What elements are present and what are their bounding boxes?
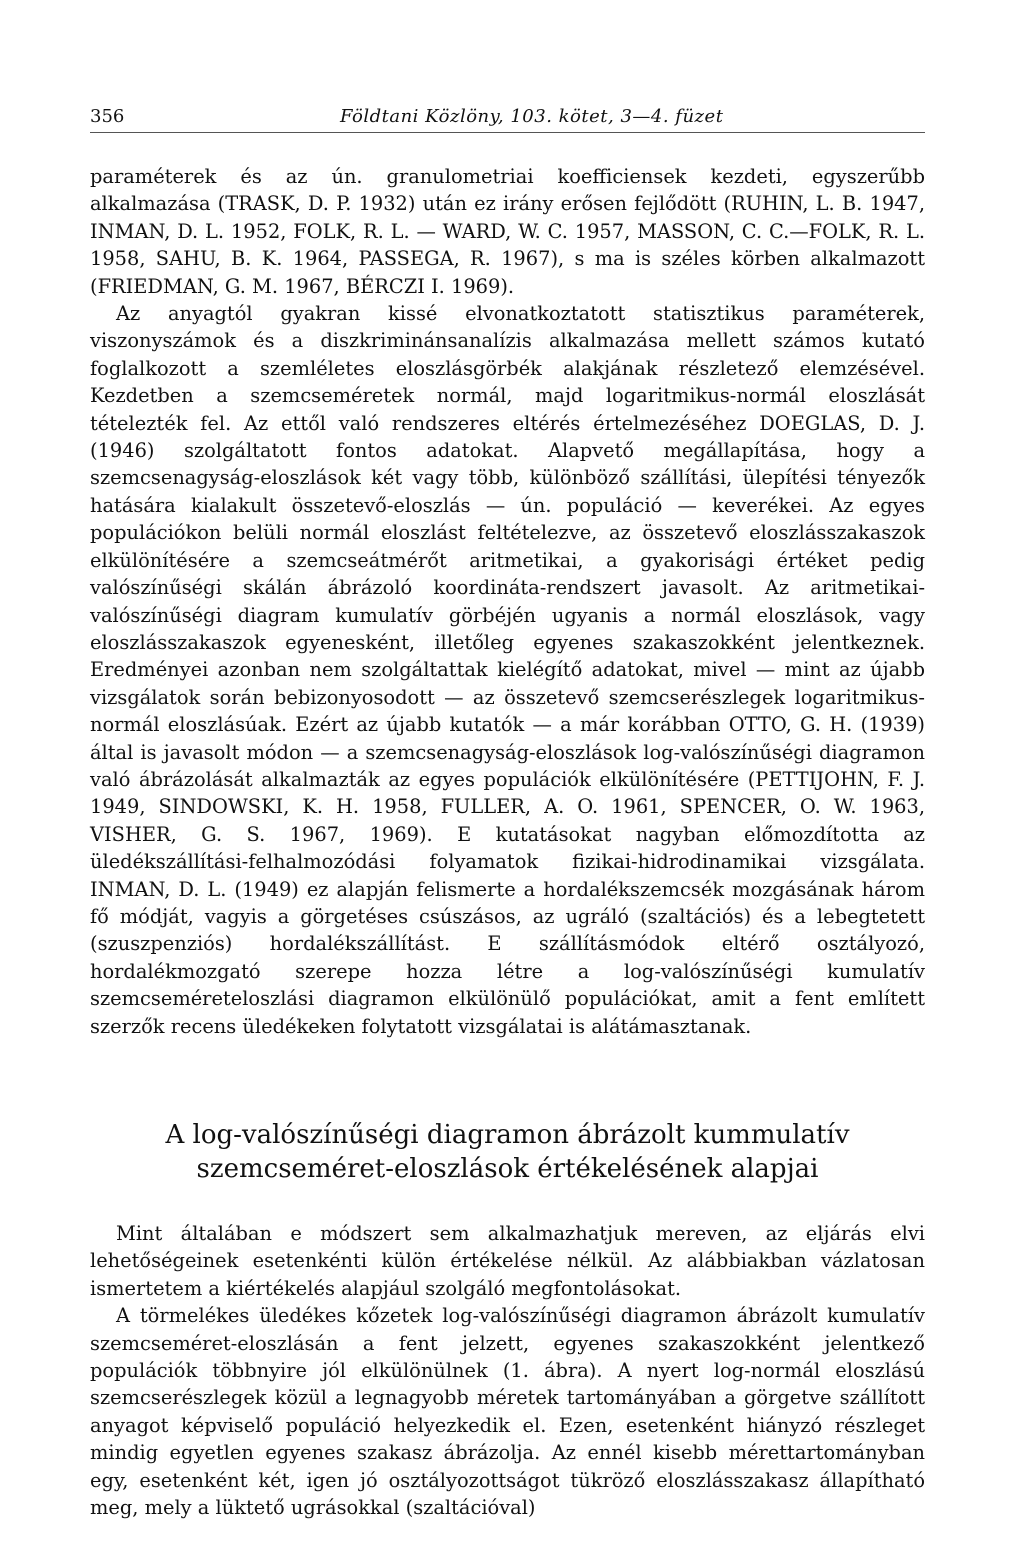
paragraph-intro: paraméterek és az ún. granulometriai koefficiensek kezdeti, egyszerűbb alkalmazása (TRASK, D. P. 1932) után ez irány erősen fejlődött (RUHIN, L. B. 1947, INMAN, D. L. 1952, FOLK, R. L. — WARD, W. C. 1957, MASSON, C. C.—FOLK, R. L. 1958, SAHU, B. K. 1964, PASSEGA, R. 1967), s ma is széles körben alkalmazott (FRIEDMAN, G. M. 1967, BÉRCZI I. 1969). [90,165,925,298]
page-number: 356 [90,106,125,127]
running-head [90,96,925,133]
paragraph-method: Mint általában e módszert sem alkalmazhatjuk mereven, az eljárás elvi lehetőségeinek esetenkénti külön értékelése nélkül. Az alábbiakban vázlatosan ismertetem a kiértékelés alapjául szolgáló megfontolásokat. [90,1222,925,1300]
journal-title: Földtani Közlöny, 103. kötet, 3—4. füzet [340,106,724,127]
body-text [90,163,925,1521]
page [90,96,925,1521]
section-heading: A log-valószínűségi diagramon ábrázolt kummulatív szemcseméret-eloszlások értékelésének alapjai [165,1120,850,1184]
paragraph-statistics: Az anyagtól gyakran kissé elvonatkoztatott statisztikus paraméterek, viszonyszámok és a diszkriminánsanalízis alkalmazása mellett számos kutató foglalkozott a szemléletes eloszlásgörbék alakjának részletező elemzésével. Kezdetben a szemcseméretek normál, majd logaritmikus-normál eloszlását tételezték fel. Az ettől való rendszeres eltérés értelmezéséhez DOEGLAS, D. J. (1946) szolgáltatott fontos adatokat. Alapvető megállapítása, hogy a szemcsenagyság-eloszlások két vagy több, különböző szállítási, ülepítési tényezők hatására kialakult összetevő-eloszlás — ún. populáció — keverékei. Az egyes populációkon belüli normál eloszlást feltételezve, az összetevő eloszlásszakaszok elkülönítésére a szemcseátmérőt aritmetikai, a gyakorisági értéket pedig valószínűségi skálán ábrázoló koordináta-rendszert javasolt. Az aritmetikai-valószínűségi diagram kumulatív görbéjén ugyanis a normál eloszlások, vagy eloszlásszakaszok egyenesként, illetőleg egyenes szakaszokként jelentkeznek. Eredményei azonban nem szolgáltattak kielégítő adatokat, mivel — mint az újabb vizsgálatok során bebizonyosodott — az összetevő szemcserészlegek logaritmikus-normál eloszlásúak. Ezért az újabb kutatók — a már korábban OTTO, G. H. (1939) által is javasolt módon — a szemcsenagyság-eloszlások log-valószínűségi diagramon való ábrázolását alkalmazták az egyes populációk elkülönítésére (PETTIJOHN, F. J. 1949, SINDOWSKI, K. H. 1958, FULLER, A. O. 1961, SPENCER, O. W. 1963, VISHER, G. S. 1967, 1969). E kutatásokat nagyban előmozdította az üledékszállítási-felhalmozódási folyamatok fizikai-hidrodinamikai vizsgálata. INMAN, D. L. (1949) ez alapján felismerte a hordalékszemcsék mozgásának három fő módját, vagyis a görgetéses csúszásos, az ugráló (szaltációs) és a lebegtetett (szuszpenziós) hordalékszállítást. E szállításmódok eltérő osztályozó, hordalékmozgató szerepe hozza létre a log-valószínűségi kumulatív szemcseméreteloszlási diagramon elkülönülő populációkat, amit a fent említett szerzők recens üledékeken folytatott vizsgálatai is alátámasztanak. [90,302,925,1038]
paragraph-populations: A törmelékes üledékes kőzetek log-valószínűségi diagramon ábrázolt kumulatív szemcseméret-eloszlásán a fent jelzett, egyenes szakaszokként jelentkező populációk többnyire jól elkülönülnek (1. ábra). A nyert log-normál eloszlású szemcserészlegek közül a legnagyobb méretek tartományában a görgetve szállított anyagot képviselő populáció helyezkedik el. Ezen, esetenként hiányzó részleget mindig egyetlen egyenes szakasz ábrázolja. Az ennél kisebb mérettartományban egy, esetenként két, igen jó osztályozottságot tükröző eloszlásszakasz állapítható meg, mely a lüktető ugrásokkal (szaltációval) [90,1304,925,1520]
